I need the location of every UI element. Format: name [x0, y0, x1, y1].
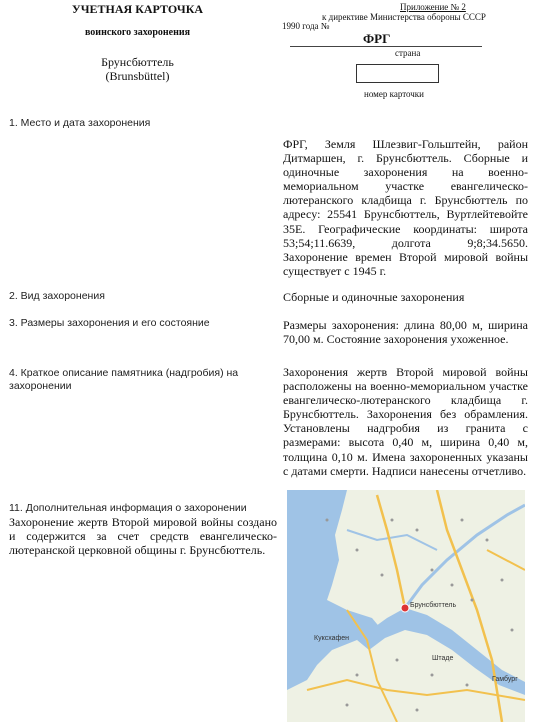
card-title: УЧЕТНАЯ КАРТОЧКА: [71, 2, 204, 16]
map-canvas: [287, 490, 525, 722]
card-subtitle: воинского захоронения: [84, 27, 191, 38]
map-label-stade: Штаде: [432, 655, 454, 662]
country-label: страна: [395, 48, 421, 58]
place-name-ru: Брунсбюттель: [101, 55, 174, 69]
section-11-label: 11. Дополнительная информация о захоронении: [9, 502, 247, 514]
card-number-box[interactable]: [356, 64, 439, 83]
card-number-label: номер карточки: [364, 89, 424, 99]
map-label-cuxhaven: Куксхафен: [314, 635, 350, 642]
section-2-label: 2. Вид захоронения: [9, 290, 105, 302]
section-2-value: Сборные и одиночные захоронения: [283, 290, 465, 304]
map-label-hamburg: Гамбург: [492, 676, 518, 683]
place-name-de: (Brunsbüttel): [105, 69, 170, 83]
section-11-value: Захоронение жертв Второй мировой войны создано и содержится за счет средств евангелическо-лютеранской церковной общины г. Брунсбюттель.: [9, 515, 277, 558]
directive-label: к директиве Министерства обороны СССР: [322, 12, 486, 22]
map-label-brunsbuettel: Брунсбюттель: [410, 602, 457, 609]
section-3-label: 3. Размеры захоронения и его состояние: [9, 317, 210, 329]
section-4-label: 4. Краткое описание памятника (надгробия) на захоронении: [9, 367, 239, 392]
burial-marker[interactable]: [401, 604, 409, 612]
section-1-label: 1. Место и дата захоронения: [9, 117, 151, 129]
appendix-label: Приложение № 2: [400, 2, 466, 12]
country-value: ФРГ: [363, 31, 391, 46]
section-4-value: Захоронения жертв Второй мировой войны расположены на военно-мемориальном участке евангелическо-лютеранского кладбища г. Брунсбюттель. Захоронения без обрамления. Установлены надгробия из гранита с размерами: высота 0,40 м, ширина 0,40 м, толщина 0,10 м. Имена захороненных указаны с датами смерти. Надписи нанесены отчетливо.: [283, 365, 528, 478]
section-3-value: Размеры захоронения: длина 80,00 м, ширина 70,00 м. Состояние захоронения ухоженное.: [283, 318, 528, 347]
country-underline: [290, 46, 482, 47]
location-map[interactable]: [287, 490, 525, 722]
section-1-value: ФРГ, Земля Шлезвиг-Гольштейн, район Дитмаршен, г. Брунсбюттель. Сборные и одиночные захоронения на военно-мемориальном участке евангелическо-лютеранского кладбища г. Брунсбюттель по адресу: 25541 Брунсбюттель, Вуртлейтевойте 35Е. Географические координаты: широта 53;54;11.6639, долгота 9;8;34.5650. Захоронение времен Второй мировой войны существует с 1945 г.: [283, 137, 528, 278]
year-label: 1990 года №: [282, 21, 330, 31]
